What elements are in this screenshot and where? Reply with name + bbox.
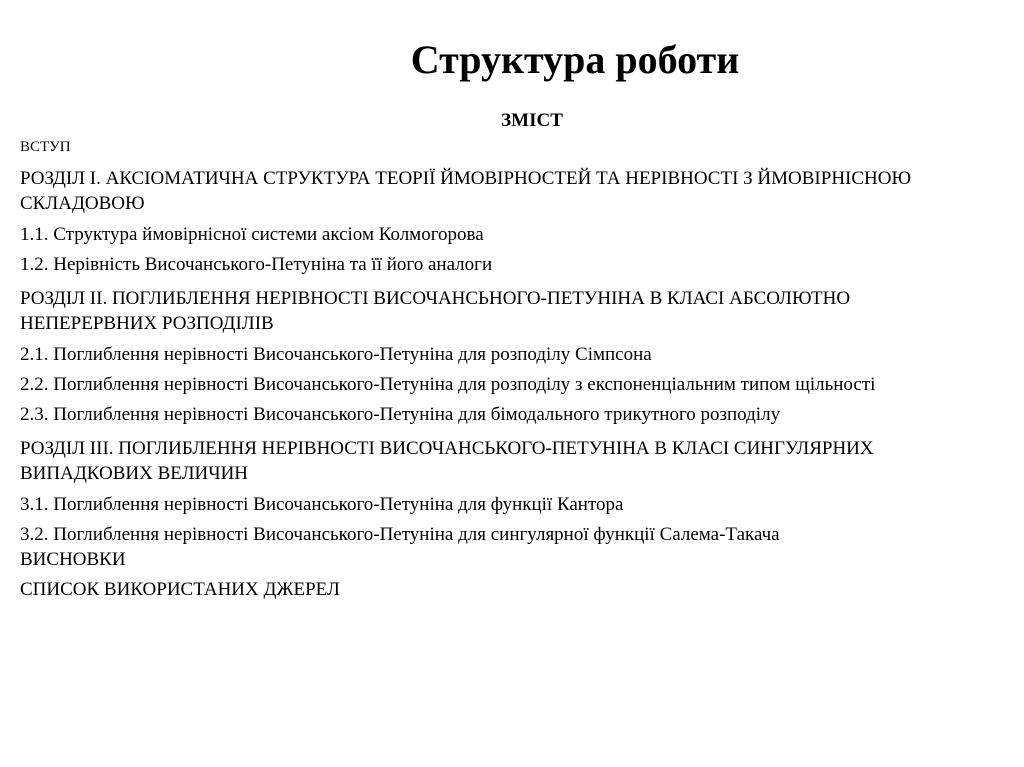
toc-entry-introduction: ВСТУП <box>20 139 71 155</box>
toc-entry-section-2-3: 2.3. Поглиблення нерівності Височанського-Петуніна для бімодального трикутного розподілу <box>20 404 781 425</box>
toc-entry-section-1-1: 1.1. Структура ймовірнісної системи аксіом Колмогорова <box>20 224 484 245</box>
toc-entry-conclusions: ВИСНОВКИ <box>20 549 126 570</box>
toc-entry-references: СПИСОК ВИКОРИСТАНИХ ДЖЕРЕЛ <box>20 579 340 600</box>
table-of-contents <box>20 136 980 602</box>
slide-title: Структура роботи <box>410 37 740 82</box>
toc-entry-section-3-2: 3.2. Поглиблення нерівності Височанського-Петуніна для сингулярної функції Салема-Такача <box>20 524 780 545</box>
toc-entry-section-1-2: 1.2. Нерівність Височанського-Петуніна та її його аналоги <box>20 254 493 275</box>
toc-entry-section-2-2: 2.2. Поглиблення нерівності Височанського-Петуніна для розподілу з експоненціальним типом щільності <box>20 374 876 395</box>
toc-entry-section-2-1: 2.1. Поглиблення нерівності Височанського-Петуніна для розподілу Сімпсона <box>20 344 652 365</box>
toc-heading: ЗМІСТ <box>501 110 563 131</box>
toc-entry-section-3-1: 3.1. Поглиблення нерівності Височанського-Петуніна для функції Кантора <box>20 494 624 515</box>
toc-entry-chapter-2: РОЗДІЛ ІІ. ПОГЛИБЛЕННЯ НЕРІВНОСТІ ВИСОЧАНСЬНОГО-ПЕТУНІНА В КЛАСІ АБСОЛЮТНО НЕПЕРЕРВНИХ РОЗПОДІЛІВ <box>20 288 851 334</box>
toc-entry-chapter-1: РОЗДІЛ І. АКСІОМАТИЧНА СТРУКТУРА ТЕОРІЇ ЙМОВІРНОСТЕЙ ТА НЕРІВНОСТІ З ЙМОВІРНІСНОЮ СКЛАДОВОЮ <box>20 168 912 214</box>
toc-entry-chapter-3: РОЗДІЛ ІІІ. ПОГЛИБЛЕННЯ НЕРІВНОСТІ ВИСОЧАНСЬКОГО-ПЕТУНІНА В КЛАСІ СИНГУЛЯРНИХ ВИПАДКОВИХ ВЕЛИЧИН <box>20 438 874 484</box>
